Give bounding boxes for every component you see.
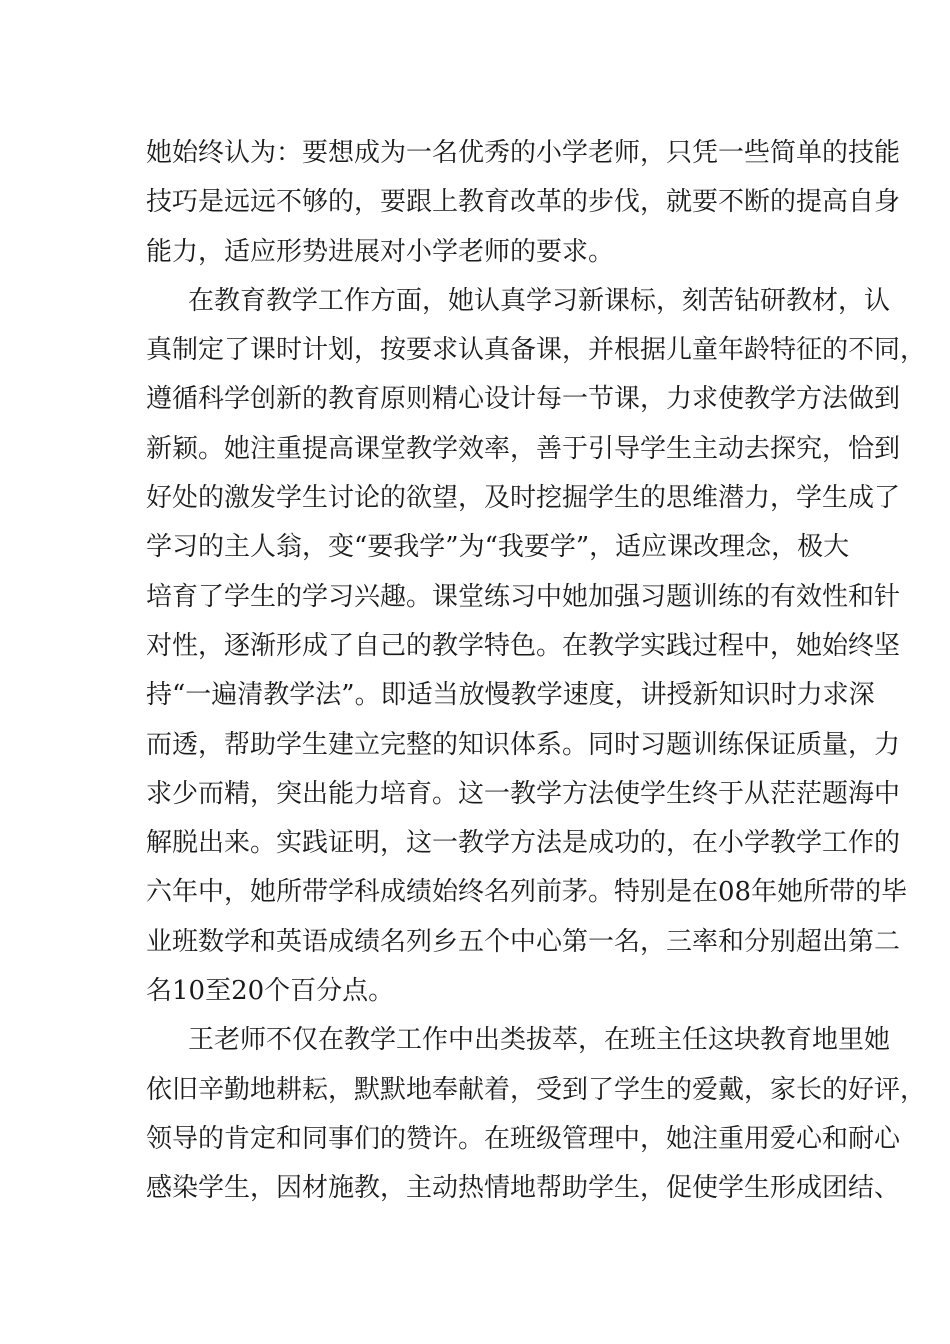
text-line: 技巧是远远不够的，要跟上教育改革的步伐，就要不断的提高自身 xyxy=(146,187,901,218)
text-line: 业班数学和英语成绩名列乡五个中心第一名，三率和分别超出第二 xyxy=(146,926,901,957)
text-line: 解脱出来。实践证明，这一教学方法是成功的，在小学教学工作的 xyxy=(146,828,901,859)
text-line: 真制定了课时计划，按要求认真备课，并根据儿童年龄特征的不同， xyxy=(146,335,927,366)
text-line: 培育了学生的学习兴趣。课堂练习中她加强习题训练的有效性和针 xyxy=(146,581,901,612)
text-line: 学习的主人翁，变“要我学”为“我要学”，适应课改理念，极大 xyxy=(146,532,850,563)
text-line: 而透，帮助学生建立完整的知识体系。同时习题训练保证质量，力 xyxy=(146,729,901,760)
text-line: 能力，适应形势进展对小学老师的要求。 xyxy=(146,236,615,267)
text-line: 遵循科学创新的教育原则精心设计每一节课，力求使教学方法做到 xyxy=(146,384,901,415)
text-line: 求少而精，突出能力培育。这一教学方法使学生终于从茫茫题海中 xyxy=(146,778,901,809)
text-line: 六年中，她所带学科成绩始终名列前茅。特别是在08年她所带的毕 xyxy=(146,877,908,908)
text-line: 新颖。她注重提高课堂教学效率，善于引导学生主动去探究，恰到 xyxy=(146,433,901,464)
text-line: 名10至20个百分点。 xyxy=(146,976,395,1007)
text-line: 依旧辛勤地耕耘，默默地奉献着，受到了学生的爱戴，家长的好评， xyxy=(146,1074,927,1105)
text-line: 好处的激发学生讨论的欲望，及时挖掘学生的思维潜力，学生成了 xyxy=(146,483,901,514)
paragraph-first-line: 在教育教学工作方面，她认真学习新课标，刻苦钻研教材，认 xyxy=(188,285,891,316)
text-line: 感染学生，因材施教，主动热情地帮助学生，促使学生形成团结、 xyxy=(146,1173,901,1204)
text-line: 领导的肯定和同事们的赞许。在班级管理中，她注重用爱心和耐心 xyxy=(146,1123,901,1154)
text-line: 对性，逐渐形成了自己的教学特色。在教学实践过程中，她始终坚 xyxy=(146,630,901,661)
text-line: 她始终认为：要想成为一名优秀的小学老师，只凭一些简单的技能 xyxy=(146,138,901,168)
paragraph-first-line: 王老师不仅在教学工作中出类拔萃，在班主任这块教育地里她 xyxy=(188,1025,891,1056)
body-text xyxy=(146,129,927,1214)
text-line: 持“一遍清教学法”。即适当放慢教学速度，讲授新知识时力求深 xyxy=(146,680,875,711)
